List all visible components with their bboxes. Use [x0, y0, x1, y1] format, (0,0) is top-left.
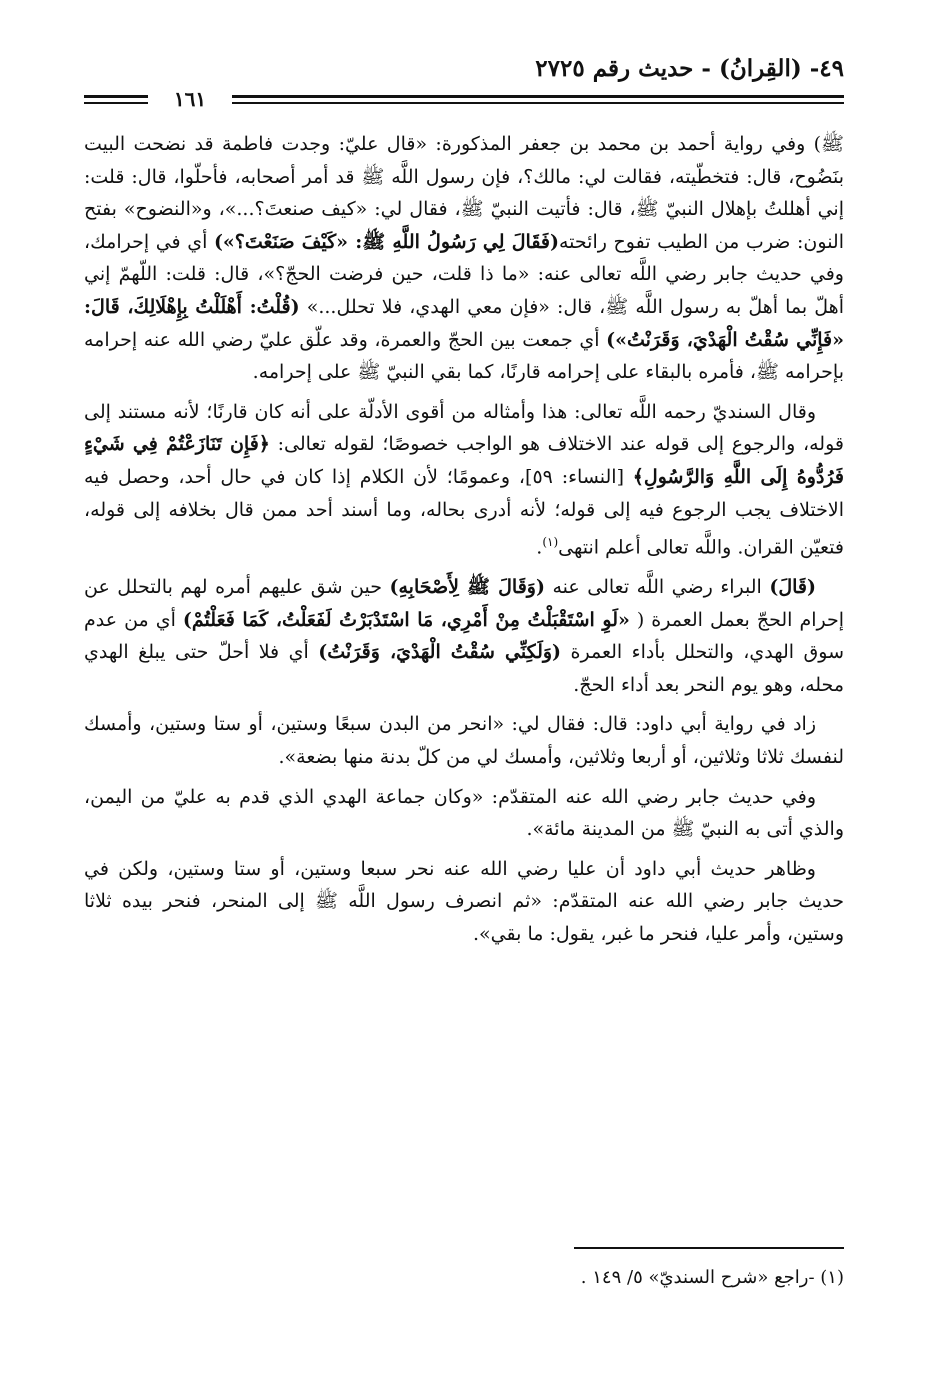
footnote-marker: (١): [542, 535, 559, 550]
quoted-text: (قُلْتُ: أَهْلَلْتُ بِإِهْلَالِكَ، قَالَ: «فَإِنِّي سُقْتُ الْهَدْيَ، وَقَرَنْتُ»): [84, 295, 844, 351]
header-title: ٤٩- (القِرانُ) - حديث رقم ٢٧٢٥: [535, 55, 844, 82]
footnote-separator: [574, 1247, 844, 1249]
text-segment: وقال السنديّ رحمه اللَّه تعالى: هذا وأمثاله من أقوى الأدلّة على أنه كان قارنًا؛ لأنه مستند إلى قوله، والرجوع إلى قوله عند الاختلاف هو الواجب خصوصًا؛ لقوله تعالى:: [84, 400, 844, 456]
text-segment: وظاهر حديث أبي داود أن عليا رضي الله عنه نحر سبعا وستين، أو ستا وستين، ولكن في حديث جابر رضي الله عنه المتقدّم: «ثم انصرف رسول اللَّه ﷺ إلى المنحر، فنحر بيده ثلاثا وستين، وأمر عليا، فنحر ما غبر، يقول: ما بقي».: [84, 857, 844, 945]
header-rule-right: [232, 95, 844, 104]
paragraph: [84, 396, 844, 564]
footnote: (١) -راجع «شرح السنديّ» ٥/ ١٤٩ .: [580, 1267, 844, 1288]
header-rule-left: [84, 95, 148, 104]
page-number: ١٦١: [173, 87, 207, 111]
quoted-text: (فَقَالَ لِي رَسُولُ اللَّهِ ﷺ: «كَيْفَ صَنَعْتَ؟»): [213, 230, 559, 253]
quoted-text: (وَلَكِنِّي سُقْتُ الْهَدْيَ، وَقَرَنْتُ): [318, 641, 562, 664]
paragraph: [84, 781, 844, 846]
paragraph: [84, 571, 844, 701]
text-segment: وفي حديث جابر رضي الله عنه المتقدّم: «وكان جماعة الهدي الذي قدم به عليّ من اليمن، والذي أتى به النبيّ ﷺ من المدينة مائة».: [84, 785, 844, 841]
text-segment: أي جمعت بين الحجّ والعمرة، وقد علّق عليّ رضي الله عنه إحرامه بإحرامه ﷺ، فأمره بالبقاء على إحرامه قارنًا، كما بقي النبيّ ﷺ على إحرامه.: [84, 328, 844, 384]
text-segment: أي في إحرامك، وفي حديث جابر رضي اللَّه تعالى عنه: «ما ذا قلت، حين فرضت الحجّ؟»، قال: قلت: اللّهمّ إني أهلّ بما أهلّ به رسول اللَّه ﷺ، قال: «فإن معي الهدي، فلا تحلل...»: [84, 230, 844, 318]
text-segment: زاد في رواية أبي داود: قال: فقال لي: «انحر من البدن سبعًا وستين، أو ستا وستين، وأمسك لنفسك ثلاثا وثلاثين، أو أربعا وثلاثين، وأمسك لي من كلّ بدنة منها بضعة».: [84, 713, 844, 769]
text-segment: أي من عدم سوق الهدي، والتحلل بأداء العمرة: [84, 608, 845, 664]
text-segment: ﷺ) وفي رواية أحمد بن محمد بن جعفر المذكورة: «قال عليّ: وجدت فاطمة قد نضحت البيت بنَضُوح، قال: فتخطّيته، فقالت لي: مالك؟، فإن رسول اللَّه ﷺ قد أمر أصحابه، فأحلّوا، قال: قلت: إني أهللتُ بإهلال النبيّ ﷺ، قال: فأتيت النبيّ ﷺ، فقال لي: «كيف صنعتَ؟...»، و«النضوح» بفتح النون: ضرب من الطيب تفوح رائحته: [84, 133, 844, 253]
text-segment: البراء رضي اللَّه تعالى عنه: [544, 576, 770, 599]
text-segment: [النساء: ٥٩]، وعمومًا؛ لأن الكلام إذا كان في حال أحد، وحصل فيه الاختلاف يجب الرجوع فيه إلى قوله؛ لأنه أدرى بحاله، وما أسند أحد ممن قال بخلافه إلى قوله، فتعيّن القران. واللَّه تعالى أعلم انتهى: [84, 465, 844, 559]
text-segment: .: [536, 536, 543, 559]
quoted-text: ﴿فَإِن تَنَازَعْتُمْ فِي شَيْءٍ فَرُدُّوهُ إِلَى اللَّهِ وَالرَّسُولِ﴾: [84, 433, 844, 488]
paragraph: [84, 128, 844, 389]
quoted-text: (وَقَالَ ﷺ لِأَصْحَابِهِ): [389, 576, 545, 599]
paragraph: [84, 708, 844, 773]
paragraph: [84, 853, 844, 951]
running-header: [84, 52, 844, 86]
quoted-text: (قَالَ): [769, 576, 816, 599]
quoted-text: «لَوِ اسْتَقْبَلْتُ مِنْ أَمْرِي، مَا اسْتَدْبَرْتُ لَفَعَلْتُ، كَمَا فَعَلْتُمْ): [182, 608, 630, 631]
text-segment: حين شق عليهم أمره لهم بالتحلل عن إحرام الحجّ بعمل العمرة (: [84, 576, 844, 631]
text-segment: أي فلا أحلّ حتى يبلغ الهدي محله، وهو يوم النحر بعد أداء الحجّ.: [84, 641, 844, 696]
main-text: [84, 128, 844, 958]
